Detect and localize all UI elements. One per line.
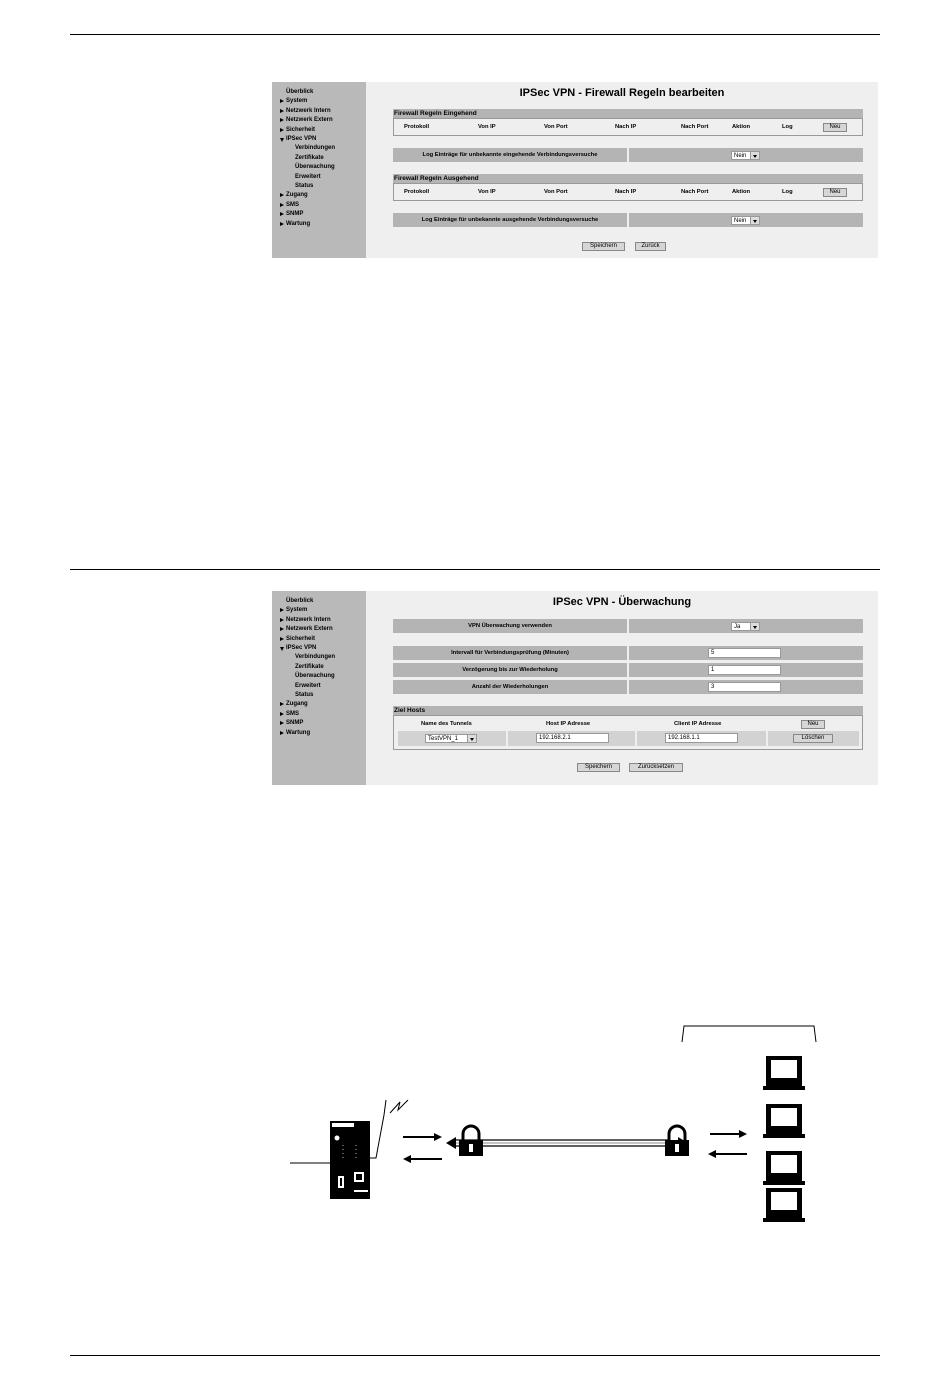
network-bracket	[682, 1026, 816, 1042]
nav-certificates[interactable]: Zertifikate	[295, 154, 324, 161]
vpn-network-diagram	[280, 1020, 840, 1235]
nav-status[interactable]: Status	[295, 692, 314, 699]
monitoring-screenshot	[272, 591, 878, 785]
computer-icon	[763, 1151, 805, 1185]
chevron-down-icon[interactable]	[467, 735, 476, 742]
delay-label: Verzögerung bis zur Wiederholung	[462, 667, 558, 673]
log-out-select[interactable]: Nein	[731, 216, 760, 225]
nav-sms[interactable]: SMS	[280, 201, 335, 210]
interval-label-cell	[393, 646, 627, 660]
interval-label: Intervall für Verbindungsprüfung (Minuten)	[451, 650, 569, 656]
antenna-icon	[370, 1100, 408, 1158]
col-from-ip: Von IP	[478, 189, 496, 195]
inbound-header: Firewall Regeln Eingehend	[394, 110, 477, 117]
outbound-header-bar	[393, 174, 863, 183]
log-out-label-cell	[393, 213, 627, 227]
interval-input[interactable]: 5	[708, 648, 781, 658]
outbound-new-button[interactable]: Neu	[823, 188, 847, 197]
nav-connections[interactable]: Verbindungen	[295, 145, 336, 152]
reset-button[interactable]: Zurücksetzen	[629, 763, 683, 772]
nav-overview[interactable]: Überblick	[286, 598, 314, 604]
nav-advanced[interactable]: Erweitert	[295, 173, 321, 180]
nav-status[interactable]: Status	[295, 183, 314, 190]
nav-certificates[interactable]: Zertifikate	[295, 663, 324, 670]
nav-connections[interactable]: Verbindungen	[295, 654, 336, 661]
save-button[interactable]: Speichern	[582, 242, 625, 251]
col-client: Client IP Adresse	[674, 721, 722, 727]
nav-snmp[interactable]: SNMP	[280, 210, 335, 219]
nav-maintenance[interactable]: Wartung	[280, 729, 335, 738]
main-panel	[366, 591, 878, 785]
nav-security[interactable]: Sicherheit	[280, 635, 335, 644]
bottom-rule	[70, 1355, 880, 1356]
hosts-header-bar	[393, 706, 863, 715]
nav-net-extern[interactable]: Netzwerk Extern	[280, 625, 335, 634]
delay-label-cell	[393, 663, 627, 677]
outbound-header: Firewall Regeln Ausgehend	[394, 175, 479, 182]
col-tunnel: Name des Tunnels	[421, 721, 472, 727]
nav-monitoring[interactable]: Überwachung	[295, 673, 335, 680]
use-label: VPN Überwachung verwenden	[468, 623, 552, 629]
col-to-port: Nach Port	[681, 189, 709, 195]
col-host: Host IP Adresse	[546, 721, 591, 727]
page-title: IPSec VPN - Überwachung	[552, 596, 692, 608]
col-from-port: Von Port	[544, 189, 568, 195]
nav-system[interactable]: System	[280, 97, 335, 106]
page-title: IPSec VPN - Firewall Regeln bearbeiten	[519, 87, 725, 99]
nav-system[interactable]: System	[280, 606, 335, 615]
col-action: Aktion	[732, 124, 751, 130]
nav-snmp[interactable]: SNMP	[280, 719, 335, 728]
col-to-ip: Nach IP	[615, 124, 637, 130]
retries-label: Anzahl der Wiederholungen	[471, 684, 549, 690]
hosts-header: Ziel Hosts	[394, 707, 426, 714]
router-icon	[330, 1121, 370, 1199]
col-to-port: Nach Port	[681, 124, 709, 130]
nav-net-intern[interactable]: Netzwerk Intern	[280, 107, 335, 116]
use-select[interactable]: Ja	[731, 622, 760, 631]
arrow-icon	[403, 1155, 442, 1163]
firewall-screenshot	[272, 82, 878, 258]
col-action: Aktion	[732, 189, 751, 195]
middle-rule	[70, 569, 880, 570]
save-button[interactable]: Speichern	[577, 763, 620, 772]
chevron-down-icon[interactable]	[750, 217, 759, 224]
retries-input[interactable]: 3	[708, 682, 781, 692]
col-log: Log	[782, 189, 793, 195]
nav-net-extern[interactable]: Netzwerk Extern	[280, 116, 335, 125]
col-log: Log	[782, 124, 793, 130]
sidebar	[272, 82, 366, 258]
nav-sms[interactable]: SMS	[280, 710, 335, 719]
chevron-down-icon[interactable]	[750, 152, 759, 159]
use-label-cell	[393, 619, 627, 633]
client-ip-input[interactable]: 192.168.1.1	[665, 733, 738, 743]
arrow-icon	[710, 1130, 747, 1138]
nav-overview[interactable]: Überblick	[286, 89, 314, 95]
tunnel-select[interactable]: TestVPN_1	[425, 734, 477, 743]
main-panel	[366, 82, 878, 258]
delete-button[interactable]: Löschen	[793, 734, 833, 743]
sidebar	[272, 591, 366, 785]
nav-access[interactable]: Zugang	[280, 700, 335, 709]
nav-security[interactable]: Sicherheit	[280, 126, 335, 135]
log-out-label: Log Einträge für unbekannte ausgehende Verbindungsversuche	[421, 217, 599, 223]
delay-input[interactable]: 1	[708, 665, 781, 675]
computer-icon	[763, 1056, 805, 1090]
arrow-icon	[708, 1150, 747, 1158]
nav-access[interactable]: Zugang	[280, 191, 335, 200]
col-to-ip: Nach IP	[615, 189, 637, 195]
inbound-new-button[interactable]: Neu	[823, 123, 847, 132]
nav-ipsec[interactable]: IPSec VPN	[280, 644, 335, 653]
log-in-label: Log Einträge für unbekannte eingehende Verbindungsversuche	[422, 152, 598, 158]
chevron-down-icon[interactable]	[750, 623, 759, 630]
host-ip-input[interactable]: 192.168.2.1	[536, 733, 609, 743]
lock-icon	[665, 1126, 689, 1156]
back-button[interactable]: Zurück	[635, 242, 666, 251]
col-from-ip: Von IP	[478, 124, 496, 130]
col-protocol: Protokoll	[404, 124, 430, 130]
computer-icon	[763, 1188, 805, 1222]
col-protocol: Protokoll	[404, 189, 430, 195]
nav-monitoring[interactable]: Überwachung	[295, 164, 335, 171]
lock-icon	[459, 1126, 483, 1156]
computer-icon	[763, 1104, 805, 1138]
log-in-select[interactable]: Nein	[731, 151, 760, 160]
nav-ipsec[interactable]: IPSec VPN	[280, 135, 335, 144]
nav-maintenance[interactable]: Wartung	[280, 220, 335, 229]
nav-advanced[interactable]: Erweitert	[295, 682, 321, 689]
top-rule	[70, 34, 880, 35]
hosts-new-button[interactable]: Neu	[801, 720, 825, 729]
nav-net-intern[interactable]: Netzwerk Intern	[280, 616, 335, 625]
arrow-icon	[403, 1133, 442, 1141]
log-in-label-cell	[393, 148, 627, 162]
col-from-port: Von Port	[544, 124, 568, 130]
retries-label-cell	[393, 680, 627, 694]
inbound-header-bar	[393, 109, 863, 118]
